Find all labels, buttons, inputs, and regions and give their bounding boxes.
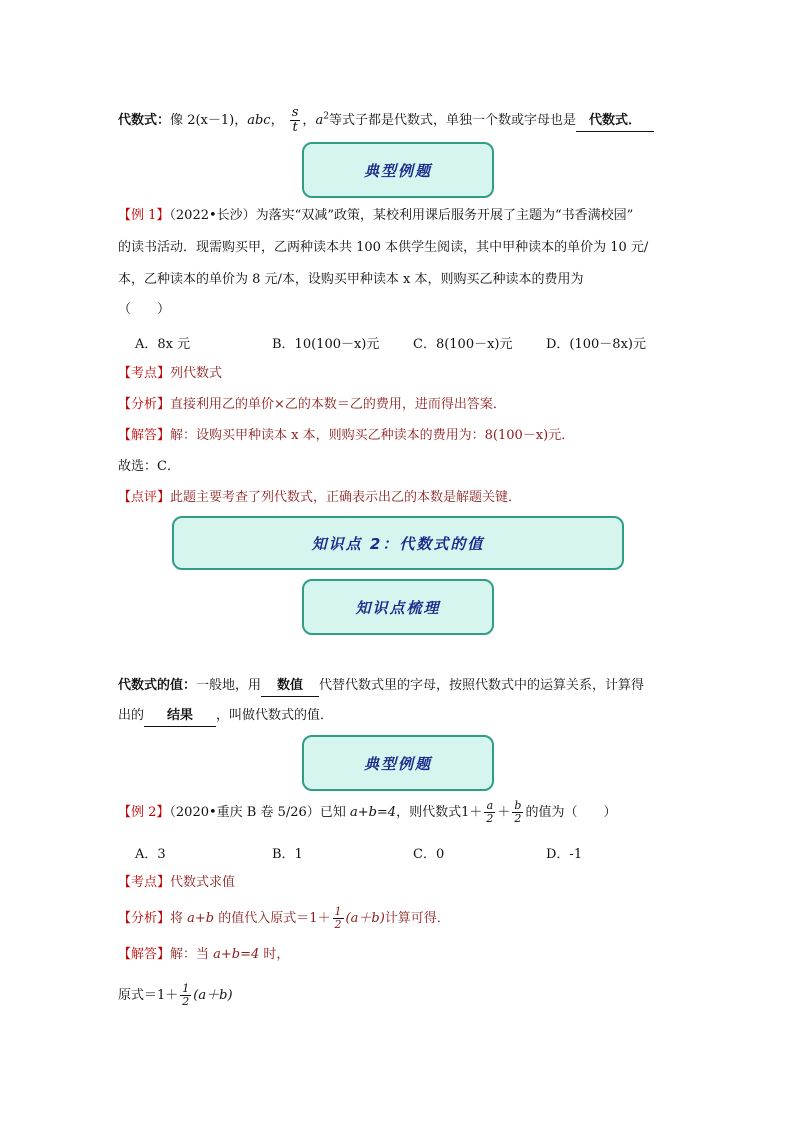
blank-result: 结果 (144, 706, 216, 727)
option-b: B．10(100－x)元 (272, 337, 380, 352)
example1-answer: 故选：C． (118, 459, 180, 474)
section-box-typical-examples-2: 典型例题 (302, 735, 494, 791)
example1-line1: 【例 1】（2022•长沙）为落实“双减”政策，某校利用课后服务开展了主题为“书香满校园” (118, 208, 634, 223)
section-box-knowledge-point-2: 知识点 2：代数式的值 (172, 516, 624, 570)
option-a: A．8x 元 (135, 337, 191, 352)
example2-solution-line: 原式＝1＋ $\frac{1}{2}$ (a＋b) (118, 982, 233, 1008)
ex2-option-c: C．0 (413, 847, 445, 862)
example2-stem: 【例 2】（2020•重庆 B 卷 5/26）已知 a+b=4，则代数式1＋ $\frac{a}{2}$ ＋ $\frac{b}{2}$ 的值为（ ） (118, 799, 617, 825)
option-d: D．(100－8x)元 (546, 337, 646, 352)
example1-line3: 本，乙种读本的单价为 8 元/本，设购买甲种读本 x 本，则购买乙种读本的费用为 (118, 272, 584, 287)
example2-jieda: 【解答】解：当 a+b=4 时， (118, 947, 290, 962)
answer-blank: 代数式． (576, 111, 654, 132)
example2-kaodian: 【考点】代数式求值 (118, 875, 236, 890)
ex2-option-a: A．3 (135, 847, 166, 862)
example1-fenxi: 【分析】直接利用乙的单价×乙的本数＝乙的费用，进而得出答案． (118, 397, 506, 412)
fraction-s-over-t: $\frac{s}{t}$ (291, 105, 299, 135)
ex2-option-b: B．1 (272, 847, 303, 862)
example1-dianping: 【点评】此题主要考查了列代数式，正确表示出乙的本数是解题关键． (118, 490, 522, 505)
blank-value: 数值 (261, 676, 319, 697)
example1-kaodian: 【考点】列代数式 (118, 366, 223, 381)
example1-line2: 的读书活动．现需购买甲，乙两种读本共 100 本供学生阅读，其中甲种读本的单价为 10 元/ (118, 240, 649, 255)
section-box-typical-examples: 典型例题 (302, 142, 494, 198)
definition-expression-value: 代数式的值：一般地，用 数值 代替代数式里的字母，按照代数式中的运算关系，计算得 (118, 676, 644, 697)
definition-expression-value-line2: 出的 结果 ，叫做代数式的值． (118, 706, 333, 727)
option-c: C．8(100－x)元 (413, 337, 513, 352)
definition-algebraic-expression: 代数式：像 2(x－1)，abc， $\frac{s}{t}$ ，$a^2$等式子都是代数式，单独一个数或字母也是 代数式． (118, 106, 654, 135)
example2-fenxi: 【分析】将 a+b 的值代入原式＝1＋ $\frac{1}{2}$ (a＋b)计算可得． (118, 905, 450, 931)
example1-line4: （ ） (118, 302, 171, 317)
ex2-option-d: D．-1 (546, 847, 583, 862)
def-label: 代数式 (118, 113, 158, 128)
section-box-knowledge-summary: 知识点梳理 (302, 579, 494, 635)
example1-jieda: 【解答】解：设购买甲种读本 x 本，则购买乙种读本的费用为：8(100－x)元． (118, 428, 575, 443)
